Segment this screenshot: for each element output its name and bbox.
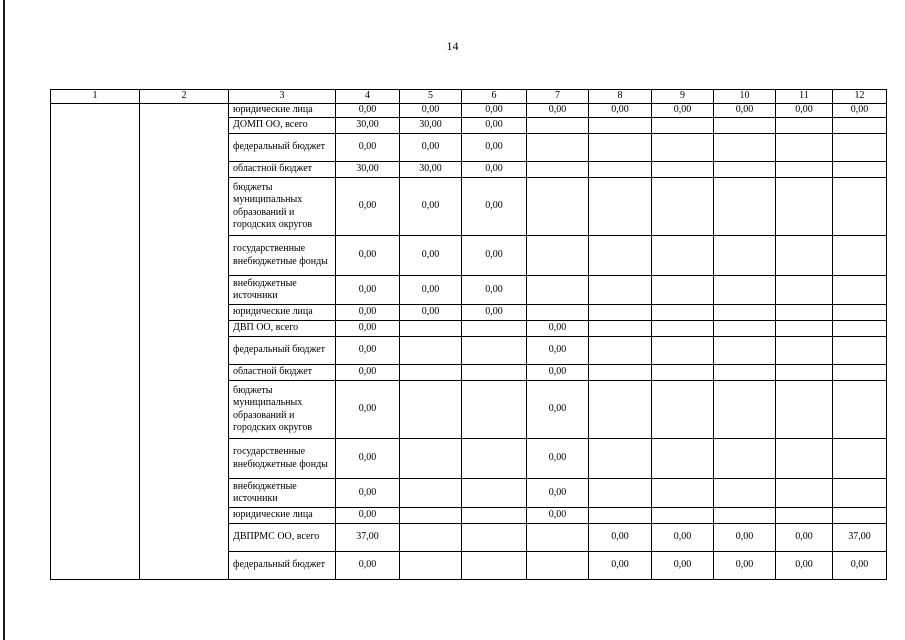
value-cell <box>589 118 652 134</box>
value-cell: 0,00 <box>336 276 400 305</box>
value-cell <box>652 365 714 381</box>
value-cell <box>652 337 714 365</box>
row-label: областной бюджет <box>229 365 336 381</box>
value-cell: 0,00 <box>336 508 400 524</box>
value-cell: 0,00 <box>714 104 776 118</box>
value-cell <box>400 365 462 381</box>
value-cell <box>462 321 527 337</box>
value-cell: 30,00 <box>400 162 462 178</box>
value-cell <box>833 365 887 381</box>
value-cell: 0,00 <box>527 104 589 118</box>
value-cell: 0,00 <box>462 236 527 276</box>
value-cell <box>833 381 887 439</box>
value-cell: 0,00 <box>527 321 589 337</box>
value-cell <box>400 337 462 365</box>
value-cell <box>462 479 527 508</box>
header-cell-11: 11 <box>776 90 833 104</box>
value-cell: 0,00 <box>714 524 776 552</box>
value-cell <box>400 321 462 337</box>
value-cell <box>589 508 652 524</box>
value-cell <box>527 305 589 321</box>
header-cell-5: 5 <box>400 90 462 104</box>
value-cell: 30,00 <box>400 118 462 134</box>
value-cell <box>652 134 714 162</box>
value-cell <box>462 524 527 552</box>
value-cell <box>833 178 887 236</box>
value-cell <box>776 162 833 178</box>
column-2-empty-cell <box>140 104 229 580</box>
value-cell <box>776 321 833 337</box>
value-cell: 0,00 <box>336 381 400 439</box>
value-cell <box>589 178 652 236</box>
value-cell <box>527 178 589 236</box>
value-cell <box>400 524 462 552</box>
row-label: государственные внебюджетные фонды <box>229 236 336 276</box>
value-cell <box>833 162 887 178</box>
header-cell-4: 4 <box>336 90 400 104</box>
column-1-empty-cell <box>51 104 140 580</box>
header-cell-9: 9 <box>652 90 714 104</box>
value-cell <box>527 162 589 178</box>
value-cell <box>714 134 776 162</box>
row-label: юридические лица <box>229 104 336 118</box>
value-cell: 0,00 <box>336 479 400 508</box>
value-cell <box>589 337 652 365</box>
value-cell: 0,00 <box>589 104 652 118</box>
value-cell: 0,00 <box>462 305 527 321</box>
value-cell: 0,00 <box>400 236 462 276</box>
value-cell <box>652 479 714 508</box>
value-cell <box>833 134 887 162</box>
value-cell <box>589 439 652 479</box>
value-cell <box>776 337 833 365</box>
value-cell: 0,00 <box>462 276 527 305</box>
row-label: ДОМП ОО, всего <box>229 118 336 134</box>
value-cell <box>527 134 589 162</box>
value-cell <box>776 479 833 508</box>
row-label: бюджеты муниципальных образований и городских округов <box>229 381 336 439</box>
value-cell <box>714 118 776 134</box>
value-cell <box>833 305 887 321</box>
value-cell: 0,00 <box>652 552 714 580</box>
value-cell <box>400 508 462 524</box>
value-cell <box>589 381 652 439</box>
value-cell: 0,00 <box>336 365 400 381</box>
value-cell <box>776 134 833 162</box>
value-cell <box>652 276 714 305</box>
value-cell <box>652 162 714 178</box>
value-cell <box>589 162 652 178</box>
value-cell <box>714 381 776 439</box>
value-cell <box>652 381 714 439</box>
value-cell <box>714 162 776 178</box>
value-cell <box>776 276 833 305</box>
row-label: федеральный бюджет <box>229 134 336 162</box>
value-cell: 0,00 <box>400 178 462 236</box>
value-cell <box>400 439 462 479</box>
value-cell <box>400 552 462 580</box>
table-row <box>51 104 887 118</box>
value-cell <box>833 276 887 305</box>
value-cell <box>776 381 833 439</box>
value-cell: 0,00 <box>336 321 400 337</box>
value-cell <box>833 479 887 508</box>
value-cell <box>652 236 714 276</box>
value-cell <box>589 236 652 276</box>
value-cell <box>527 118 589 134</box>
value-cell <box>589 305 652 321</box>
value-cell: 0,00 <box>336 337 400 365</box>
value-cell <box>776 365 833 381</box>
value-cell: 0,00 <box>527 337 589 365</box>
value-cell <box>652 508 714 524</box>
value-cell <box>652 118 714 134</box>
value-cell: 0,00 <box>336 236 400 276</box>
value-cell: 0,00 <box>776 104 833 118</box>
value-cell: 0,00 <box>400 305 462 321</box>
value-cell: 0,00 <box>527 381 589 439</box>
value-cell: 0,00 <box>462 104 527 118</box>
value-cell <box>589 321 652 337</box>
value-cell <box>652 178 714 236</box>
value-cell <box>776 178 833 236</box>
value-cell: 0,00 <box>776 524 833 552</box>
row-label: внебюджетные источники <box>229 479 336 508</box>
row-label: федеральный бюджет <box>229 552 336 580</box>
value-cell <box>589 479 652 508</box>
header-cell-1: 1 <box>51 90 140 104</box>
value-cell: 0,00 <box>527 439 589 479</box>
value-cell <box>833 337 887 365</box>
row-label: ДВПРМС ОО, всего <box>229 524 336 552</box>
value-cell <box>462 439 527 479</box>
value-cell: 30,00 <box>336 118 400 134</box>
header-cell-6: 6 <box>462 90 527 104</box>
value-cell <box>714 365 776 381</box>
value-cell: 0,00 <box>336 178 400 236</box>
value-cell: 0,00 <box>336 134 400 162</box>
value-cell: 0,00 <box>589 552 652 580</box>
value-cell: 0,00 <box>527 365 589 381</box>
value-cell <box>776 118 833 134</box>
header-cell-12: 12 <box>833 90 887 104</box>
value-cell <box>527 524 589 552</box>
value-cell: 0,00 <box>652 524 714 552</box>
value-cell <box>833 236 887 276</box>
row-label: внебюджетные источники <box>229 276 336 305</box>
value-cell <box>527 552 589 580</box>
value-cell <box>833 508 887 524</box>
row-label: юридические лица <box>229 305 336 321</box>
value-cell <box>776 236 833 276</box>
header-cell-2: 2 <box>140 90 229 104</box>
value-cell: 0,00 <box>336 552 400 580</box>
value-cell <box>652 305 714 321</box>
value-cell <box>589 276 652 305</box>
value-cell <box>589 365 652 381</box>
value-cell: 0,00 <box>714 552 776 580</box>
value-cell <box>776 439 833 479</box>
value-cell <box>714 439 776 479</box>
value-cell <box>714 236 776 276</box>
value-cell <box>462 508 527 524</box>
value-cell <box>714 276 776 305</box>
value-cell: 0,00 <box>462 178 527 236</box>
value-cell: 0,00 <box>527 479 589 508</box>
row-label: бюджеты муниципальных образований и городских округов <box>229 178 336 236</box>
value-cell: 0,00 <box>462 162 527 178</box>
row-label: областной бюджет <box>229 162 336 178</box>
value-cell <box>776 305 833 321</box>
value-cell <box>714 508 776 524</box>
header-cell-8: 8 <box>589 90 652 104</box>
value-cell: 0,00 <box>527 508 589 524</box>
value-cell <box>652 439 714 479</box>
value-cell: 0,00 <box>833 104 887 118</box>
value-cell: 0,00 <box>400 276 462 305</box>
value-cell <box>652 321 714 337</box>
budget-table <box>50 89 887 580</box>
table-header-row <box>51 90 887 104</box>
value-cell <box>400 381 462 439</box>
value-cell <box>462 365 527 381</box>
value-cell <box>714 479 776 508</box>
value-cell: 0,00 <box>652 104 714 118</box>
value-cell: 0,00 <box>336 439 400 479</box>
value-cell <box>462 381 527 439</box>
value-cell: 37,00 <box>336 524 400 552</box>
value-cell <box>589 134 652 162</box>
row-label: ДВП ОО, всего <box>229 321 336 337</box>
page-number: 14 <box>446 39 459 53</box>
value-cell <box>527 236 589 276</box>
value-cell <box>714 178 776 236</box>
value-cell <box>527 276 589 305</box>
value-cell: 0,00 <box>589 524 652 552</box>
value-cell <box>833 439 887 479</box>
value-cell <box>714 321 776 337</box>
scan-edge-line <box>3 0 5 640</box>
value-cell <box>776 508 833 524</box>
header-cell-7: 7 <box>527 90 589 104</box>
value-cell <box>714 337 776 365</box>
value-cell: 0,00 <box>462 118 527 134</box>
value-cell: 0,00 <box>833 552 887 580</box>
value-cell: 0,00 <box>776 552 833 580</box>
row-label: федеральный бюджет <box>229 337 336 365</box>
value-cell: 30,00 <box>336 162 400 178</box>
value-cell: 0,00 <box>400 134 462 162</box>
value-cell <box>462 552 527 580</box>
header-cell-3: 3 <box>229 90 336 104</box>
row-label: государственные внебюджетные фонды <box>229 439 336 479</box>
value-cell <box>833 118 887 134</box>
value-cell: 0,00 <box>336 104 400 118</box>
value-cell <box>400 479 462 508</box>
value-cell: 0,00 <box>336 305 400 321</box>
value-cell <box>833 321 887 337</box>
value-cell <box>462 337 527 365</box>
value-cell: 0,00 <box>462 134 527 162</box>
value-cell: 0,00 <box>400 104 462 118</box>
row-label: юридические лица <box>229 508 336 524</box>
header-cell-10: 10 <box>714 90 776 104</box>
value-cell <box>714 305 776 321</box>
value-cell: 37,00 <box>833 524 887 552</box>
